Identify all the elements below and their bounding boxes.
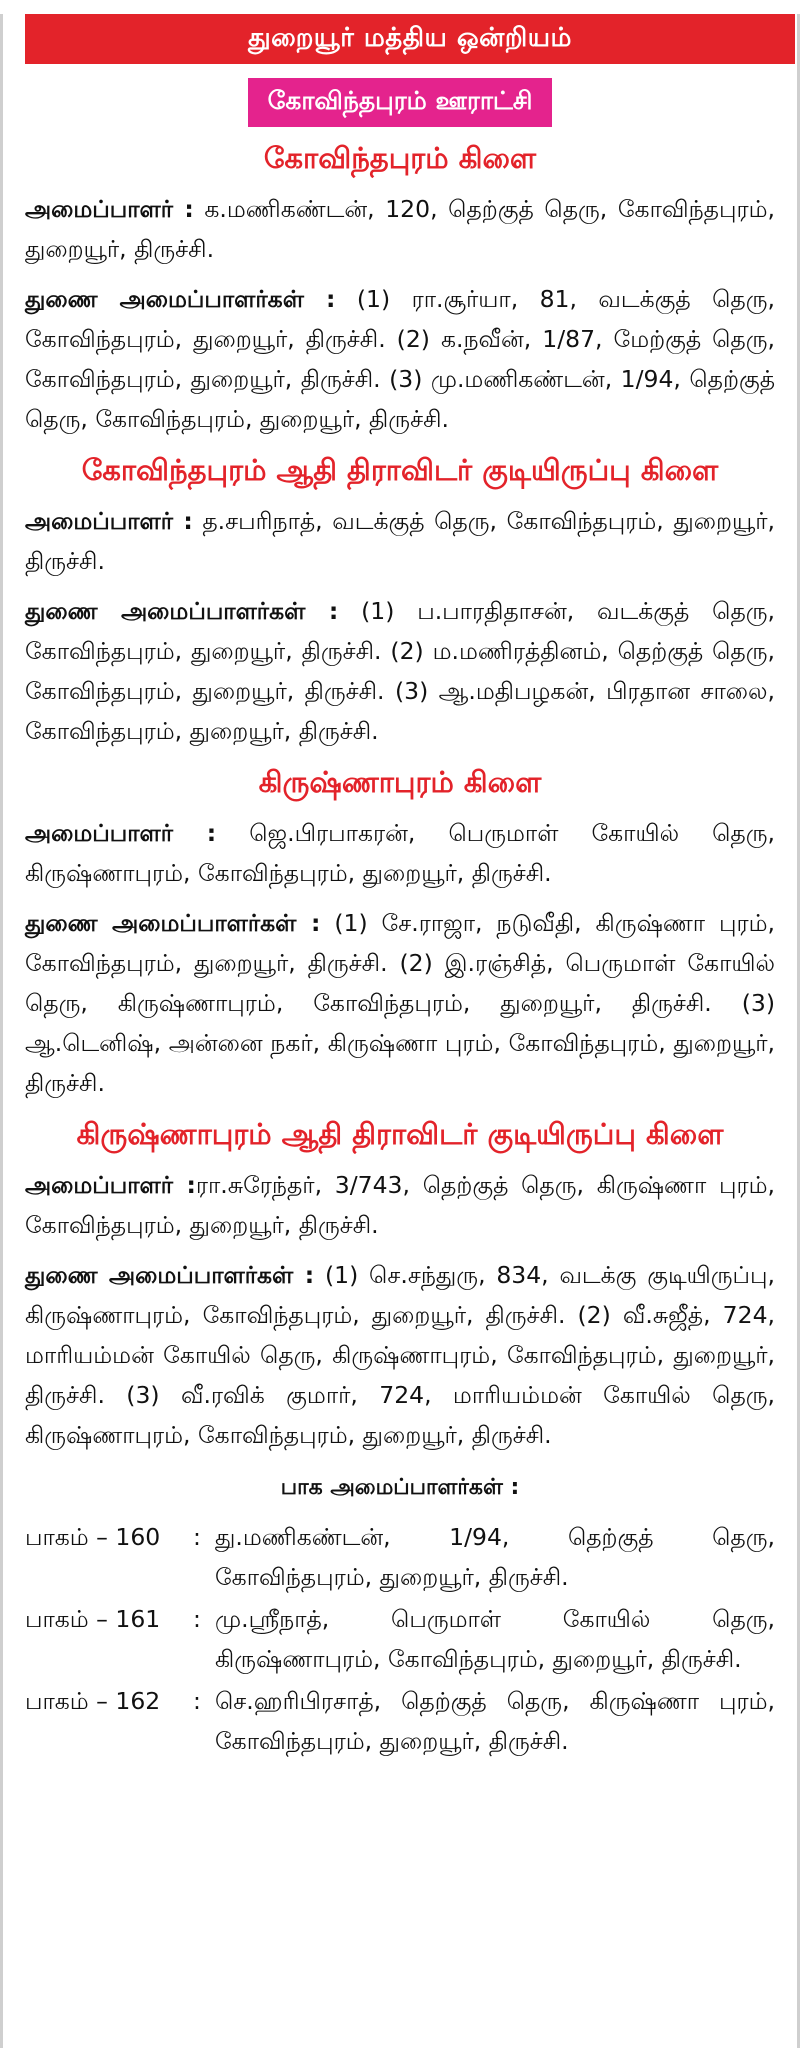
secretary-label: அமைப்பாளர் : <box>25 195 194 223</box>
deputy-text: (1) ப.பாரதிதாசன், வடக்குத் தெரு, கோவிந்தபுரம், துறையூர், திருச்சி. (2) ம.மணிரத்தினம், தெற்குத் தெரு, கோவிந்தபுரம், துறையூர், திருச்சி. (3) ஆ.மதிபழகன், பிரதான சாலை, கோவிந்தபுரம், துறையூர், திருச்சி. <box>25 597 775 745</box>
deputy-paragraph <box>25 1255 775 1455</box>
panchayat-banner-wrap <box>25 78 775 127</box>
branch-section <box>25 141 775 439</box>
document-page <box>0 14 800 2048</box>
part-organiser: மு.ஸ்ரீநாத், பெருமாள் கோயில் தெரு, கிருஷ்ணாபுரம், கோவிந்தபுரம், துறையூர், திருச்சி. <box>215 1605 775 1673</box>
branch-section <box>25 453 775 751</box>
union-title: துறையூர் மத்திய ஒன்றியம் <box>248 22 572 53</box>
branch-section <box>25 1117 775 1455</box>
part-organisers-heading: பாக அமைப்பாளர்கள் : <box>280 1475 520 1500</box>
secretary-paragraph <box>25 189 775 269</box>
secretary-label: அமைப்பாளர் : <box>25 1171 196 1199</box>
secretary-text: ஜெ.பிரபாகரன், பெருமாள் கோயில் தெரு, கிருஷ்ணாபுரம், கோவிந்தபுரம், துறையூர், திருச்சி. <box>25 819 775 887</box>
secretary-paragraph <box>25 501 775 581</box>
panchayat-title: கோவிந்தபுரம் ஊராட்சி <box>248 78 553 127</box>
part-colon: : <box>193 1523 201 1551</box>
secretary-label: அமைப்பாளர் : <box>25 819 217 847</box>
branch-section <box>25 765 775 1103</box>
secretary-label: அமைப்பாளர் : <box>25 507 193 535</box>
branch-title: கிருஷ்ணாபுரம் கிளை <box>258 765 542 799</box>
deputy-label: துணை அமைப்பாளர்கள் : <box>25 1261 315 1289</box>
deputy-label: துணை அமைப்பாளர்கள் : <box>25 597 339 625</box>
deputy-paragraph <box>25 903 775 1103</box>
deputy-paragraph <box>25 279 775 439</box>
branch-title: கிருஷ்ணாபுரம் ஆதி திராவிடர் குடியிருப்பு கிளை <box>76 1117 724 1151</box>
branch-title: கோவிந்தபுரம் ஆதி திராவிடர் குடியிருப்பு கிளை <box>81 453 719 487</box>
part-organiser: து.மணிகண்டன், 1/94, தெற்குத் தெரு, கோவிந்தபுரம், துறையூர், திருச்சி. <box>215 1523 775 1591</box>
branch-title: கோவிந்தபுரம் கிளை <box>263 141 537 175</box>
part-number: பாகம் – 161 <box>25 1605 161 1633</box>
part-number: பாகம் – 160 <box>25 1523 161 1551</box>
part-number: பாகம் – 162 <box>25 1687 161 1715</box>
part-organiser: செ.ஹரிபிரசாத், தெற்குத் தெரு, கிருஷ்ணா புரம், கோவிந்தபுரம், துறையூர், திருச்சி. <box>215 1687 775 1755</box>
part-row <box>25 1517 775 1597</box>
secretary-paragraph <box>25 813 775 893</box>
secretary-text: த.சபரிநாத், வடக்குத் தெரு, கோவிந்தபுரம், துறையூர், திருச்சி. <box>25 507 775 575</box>
deputy-text: (1) ரா.சூர்யா, 81, வடக்குத் தெரு, கோவிந்தபுரம், துறையூர், திருச்சி. (2) க.நவீன், 1/87, மேற்குத் தெரு, கோவிந்தபுரம், துறையூர், திருச்சி. (3) மு.மணிகண்டன், 1/94, தெற்குத் தெரு, கோவிந்தபுரம், துறையூர், திருச்சி. <box>25 285 775 433</box>
secretary-text: க.மணிகண்டன், 120, தெற்குத் தெரு, கோவிந்தபுரம், துறையூர், திருச்சி. <box>25 195 775 263</box>
deputy-text: (1) செ.சந்துரு, 834, வடக்கு குடியிருப்பு, கிருஷ்ணாபுரம், கோவிந்தபுரம், துறையூர், திருச்சி. (2) வீ.சுஜீத், 724, மாரியம்மன் கோயில் தெரு, கிருஷ்ணாபுரம், கோவிந்தபுரம், துறையூர், திருச்சி. (3) வீ.ரவிக் குமார், 724, மாரியம்மன் கோயில் தெரு, கிருஷ்ணாபுரம், கோவிந்தபுரம், துறையூர், திருச்சி. <box>25 1261 775 1449</box>
part-organisers <box>25 1475 775 1761</box>
deputy-text: (1) சே.ராஜா, நடுவீதி, கிருஷ்ணா புரம், கோவிந்தபுரம், துறையூர், திருச்சி. (2) இ.ரஞ்சித், பெருமாள் கோயில் தெரு, கிருஷ்ணாபுரம், கோவிந்தபுரம், துறையூர், திருச்சி. (3) ஆ.டெனிஷ், அன்னை நகர், கிருஷ்ணா புரம், கோவிந்தபுரம், துறையூர், திருச்சி. <box>25 909 775 1097</box>
deputy-paragraph <box>25 591 775 751</box>
secretary-text: ரா.சுரேந்தர், 3/743, தெற்குத் தெரு, கிருஷ்ணா புரம், கோவிந்தபுரம், துறையூர், திருச்சி. <box>25 1171 775 1239</box>
part-colon: : <box>193 1687 201 1715</box>
deputy-label: துணை அமைப்பாளர்கள் : <box>25 285 336 313</box>
union-title-banner <box>25 14 795 64</box>
part-row <box>25 1599 775 1679</box>
part-colon: : <box>193 1605 201 1633</box>
secretary-paragraph <box>25 1165 775 1245</box>
part-row <box>25 1681 775 1761</box>
deputy-label: துணை அமைப்பாளர்கள் : <box>25 909 321 937</box>
